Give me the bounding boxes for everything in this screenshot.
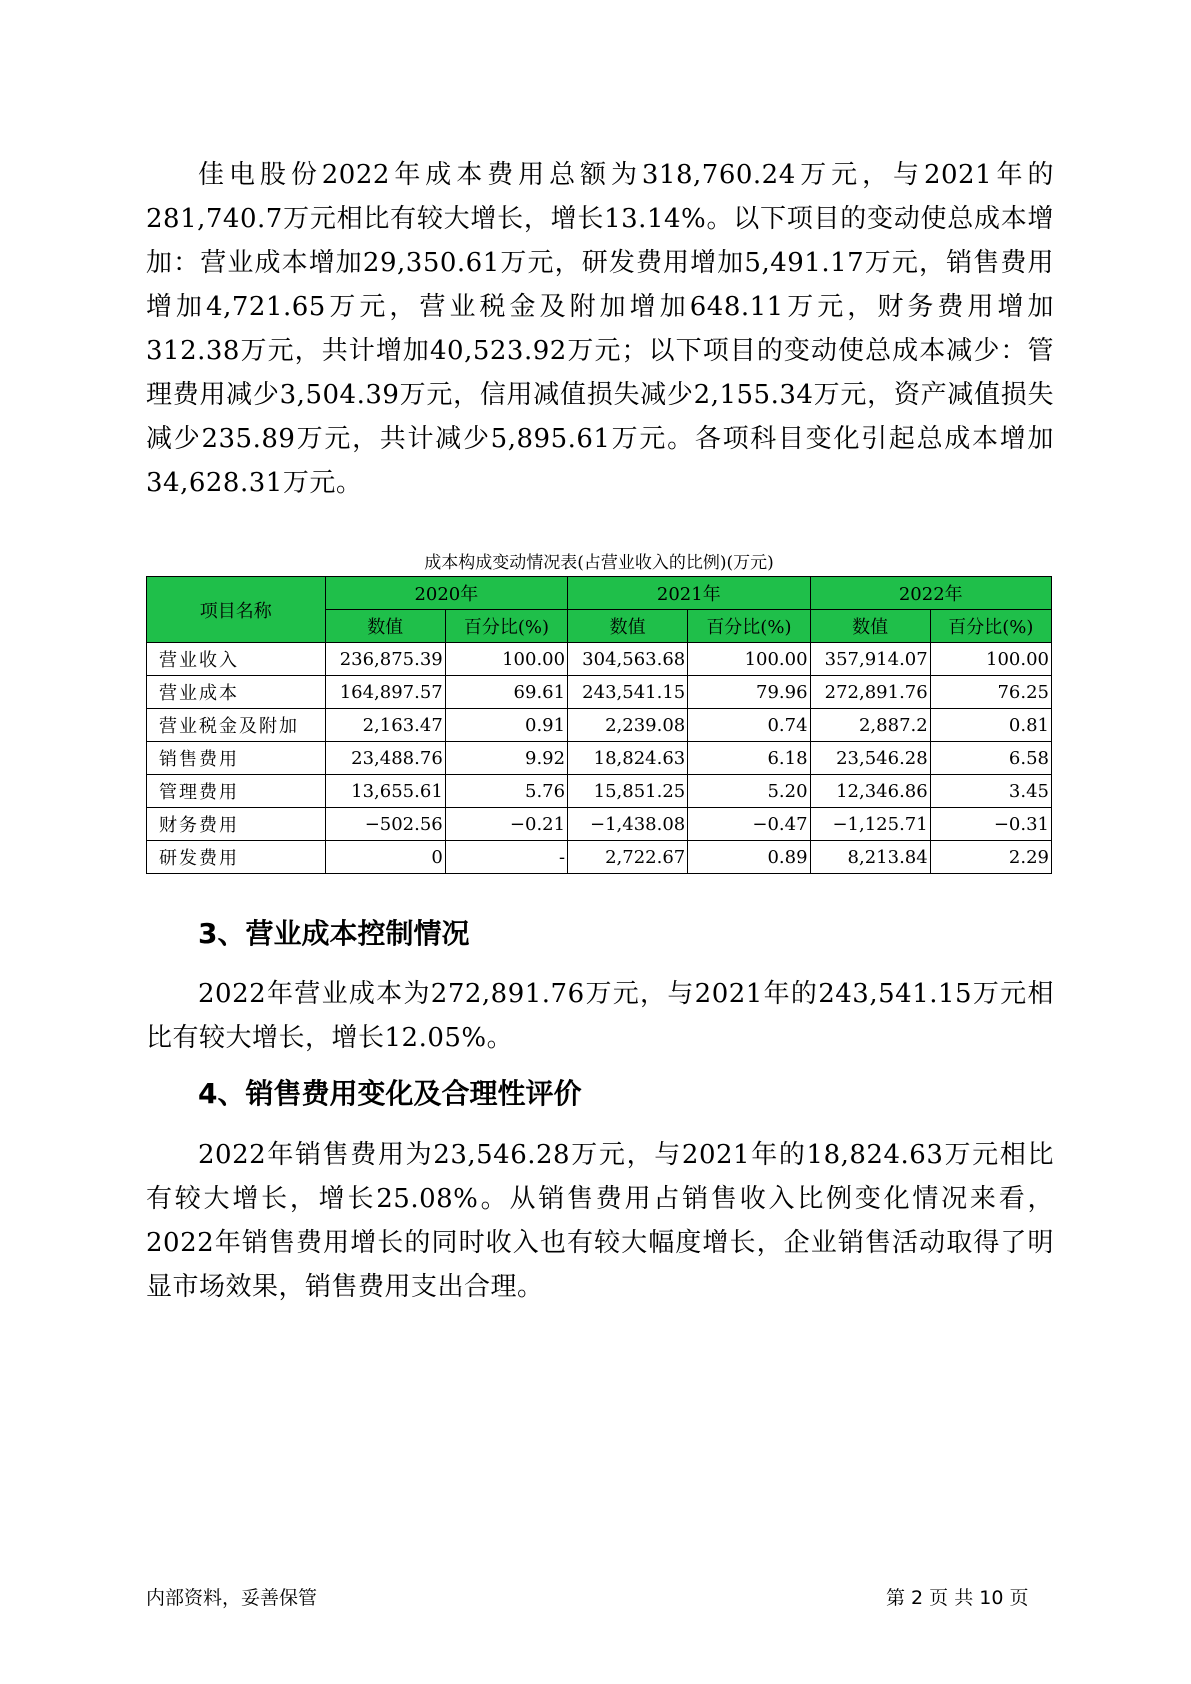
percent-cell: 3.45 xyxy=(930,775,1051,808)
section-heading-4: 4、销售费用变化及合理性评价 xyxy=(198,1077,582,1110)
table-body xyxy=(147,643,1052,874)
section-heading-3: 3、营业成本控制情况 xyxy=(198,917,470,950)
percent-cell: −0.47 xyxy=(688,808,810,841)
percent-cell: −0.21 xyxy=(445,808,567,841)
value-cell: 304,563.68 xyxy=(568,643,688,676)
value-cell: 2,722.67 xyxy=(568,841,688,874)
summary-paragraph: 佳电股份2022年成本费用总额为318,760.24万元，与2021年的281,740.7万元相比有较大增长，增长13.14%。以下项目的变动使总成本增加：营业成本增加29,350.61万元，研发费用增加5,491.17万元，销售费用增加4,721.65万元，营业税金及附加增加648.11万元，财务费用增加312.38万元，共计增加40,523.92万元；以下项目的变动使总成本减少：管理费用减少3,504.39万元，信用减值损失减少2,155.34万元，资产减值损失减少235.89万元，共计减少5,895.61万元。各项科目变化引起总成本增加34,628.31万元。 xyxy=(146,160,1054,498)
percent-cell: 100.00 xyxy=(445,643,567,676)
value-cell: 12,346.86 xyxy=(810,775,930,808)
year-header: 2022年 xyxy=(810,577,1051,610)
percent-cell: 6.58 xyxy=(930,742,1051,775)
cost-control-paragraph: 2022年营业成本为272,891.76万元，与2021年的243,541.15万元相比有较大增长，增长12.05%。 xyxy=(146,979,1054,1053)
value-cell: 2,163.47 xyxy=(325,709,445,742)
value-cell: −502.56 xyxy=(325,808,445,841)
percent-cell: 69.61 xyxy=(445,676,567,709)
table-row xyxy=(147,841,1052,874)
row-label: 销售费用 xyxy=(147,742,326,775)
table-row xyxy=(147,643,1052,676)
percent-cell: 100.00 xyxy=(688,643,810,676)
value-cell: 23,488.76 xyxy=(325,742,445,775)
percent-cell: −0.31 xyxy=(930,808,1051,841)
row-label: 营业成本 xyxy=(147,676,326,709)
table-row xyxy=(147,676,1052,709)
value-cell: −1,125.71 xyxy=(810,808,930,841)
value-cell: 8,213.84 xyxy=(810,841,930,874)
value-cell: 23,546.28 xyxy=(810,742,930,775)
table-row xyxy=(147,808,1052,841)
value-cell: 18,824.63 xyxy=(568,742,688,775)
percent-header: 百分比(%) xyxy=(445,610,567,643)
value-cell: 0 xyxy=(325,841,445,874)
row-label: 管理费用 xyxy=(147,775,326,808)
sales-expense-paragraph: 2022年销售费用为23,546.28万元，与2021年的18,824.63万元相比有较大增长，增长25.08%。从销售费用占销售收入比例变化情况来看，2022年销售费用增长的同时收入也有较大幅度增长，企业销售活动取得了明显市场效果，销售费用支出合理。 xyxy=(146,1140,1054,1302)
percent-cell: 9.92 xyxy=(445,742,567,775)
year-header: 2020年 xyxy=(325,577,567,610)
percent-cell: 79.96 xyxy=(688,676,810,709)
row-label: 营业收入 xyxy=(147,643,326,676)
row-label: 研发费用 xyxy=(147,841,326,874)
value-cell: 236,875.39 xyxy=(325,643,445,676)
value-cell: 15,851.25 xyxy=(568,775,688,808)
table-row xyxy=(147,709,1052,742)
value-cell: 13,655.61 xyxy=(325,775,445,808)
percent-cell: 0.89 xyxy=(688,841,810,874)
value-cell: 2,239.08 xyxy=(568,709,688,742)
value-cell: −1,438.08 xyxy=(568,808,688,841)
item-name-header: 项目名称 xyxy=(147,577,326,643)
table-row xyxy=(147,775,1052,808)
row-label: 财务费用 xyxy=(147,808,326,841)
value-cell: 357,914.07 xyxy=(810,643,930,676)
row-label: 营业税金及附加 xyxy=(147,709,326,742)
value-cell: 164,897.57 xyxy=(325,676,445,709)
percent-cell: 0.81 xyxy=(930,709,1051,742)
percent-cell: 6.18 xyxy=(688,742,810,775)
percent-cell: 0.91 xyxy=(445,709,567,742)
percent-cell: 0.74 xyxy=(688,709,810,742)
value-header: 数值 xyxy=(325,610,445,643)
footer-page-number: 第 2 页 共 10 页 xyxy=(886,1587,1029,1609)
percent-header: 百分比(%) xyxy=(688,610,810,643)
percent-cell: 76.25 xyxy=(930,676,1051,709)
percent-cell: - xyxy=(445,841,567,874)
percent-cell: 100.00 xyxy=(930,643,1051,676)
percent-header: 百分比(%) xyxy=(930,610,1051,643)
value-cell: 243,541.15 xyxy=(568,676,688,709)
value-header: 数值 xyxy=(568,610,688,643)
footer-confidential-note: 内部资料，妥善保管 xyxy=(146,1587,318,1609)
percent-cell: 5.76 xyxy=(445,775,567,808)
table-row xyxy=(147,742,1052,775)
value-header: 数值 xyxy=(810,610,930,643)
cost-composition-table xyxy=(146,576,1052,874)
percent-cell: 2.29 xyxy=(930,841,1051,874)
percent-cell: 5.20 xyxy=(688,775,810,808)
value-cell: 272,891.76 xyxy=(810,676,930,709)
year-header: 2021年 xyxy=(568,577,810,610)
value-cell: 2,887.2 xyxy=(810,709,930,742)
table-header-row-years xyxy=(147,577,1052,610)
table-caption: 成本构成变动情况表(占营业收入的比例)(万元) xyxy=(424,553,774,573)
